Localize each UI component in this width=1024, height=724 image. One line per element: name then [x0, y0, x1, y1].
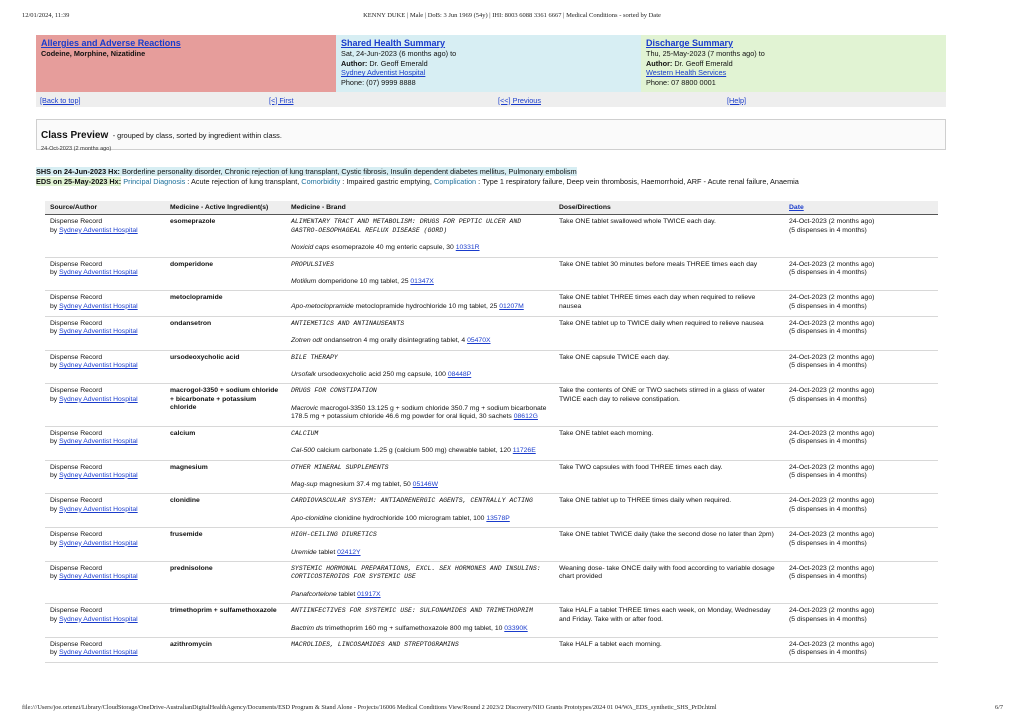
source-cell: Dispense Record by Sydney Adventist Hospital	[45, 316, 165, 350]
source-cell: Dispense Record by Sydney Adventist Hospital	[45, 291, 165, 316]
help-link[interactable]: [Help]	[727, 96, 747, 105]
pbs-code-link[interactable]: 05146W	[412, 480, 438, 488]
source-cell: Dispense Record by Sydney Adventist Hospital	[45, 604, 165, 638]
source-cell: Dispense Record by Sydney Adventist Hospital	[45, 350, 165, 384]
class-preview-subtitle: - grouped by class, sorted by ingredient within class.	[112, 131, 282, 140]
drug-class: HIGH-CEILING DIURETICS	[291, 531, 377, 539]
drug-class: CALCIUM	[291, 429, 319, 437]
product-line: Panafcortelone tablet 01917X	[291, 590, 381, 598]
ingredient-cell: frusemide	[165, 528, 286, 562]
ingredient-cell: esomeprazole	[165, 215, 286, 257]
product-line: Apo-clonidine clonidine hydrochloride 100 microgram tablet, 100 13578P	[291, 514, 510, 522]
table-row	[45, 426, 938, 460]
source-org-link[interactable]: Sydney Adventist Hospital	[59, 302, 138, 310]
dose-cell: Take ONE tablet TWICE daily (take the second dose no later than 2pm)	[554, 528, 784, 562]
print-header	[0, 12, 1024, 24]
complication-label: Complication	[433, 177, 477, 186]
ingredient-cell: metoclopramide	[165, 291, 286, 316]
table-row	[45, 604, 938, 638]
dose-cell: Take ONE capsule TWICE each day.	[554, 350, 784, 384]
product-line: Bactrim ds trimethoprim 160 mg + sulfamethoxazole 800 mg tablet, 10 03390K	[291, 624, 528, 632]
product-line: Mag-sup magnesium 37.4 mg tablet, 50 05146W	[291, 480, 438, 488]
ingredient-cell: ursodeoxycholic acid	[165, 350, 286, 384]
source-org-link[interactable]: Sydney Adventist Hospital	[59, 505, 138, 513]
previous-page-link[interactable]: [<<] Previous	[498, 96, 541, 105]
source-cell: Dispense Record by Sydney Adventist Hospital	[45, 637, 165, 662]
dose-cell: Take ONE tablet each morning.	[554, 426, 784, 460]
source-org-link[interactable]: Sydney Adventist Hospital	[59, 395, 138, 403]
date-cell: 24-Oct-2023 (2 months ago) (5 dispenses in 4 months)	[784, 316, 938, 350]
drug-class: ANTIEMETICS AND ANTINAUSEANTS	[291, 319, 405, 327]
source-org-link[interactable]: Sydney Adventist Hospital	[59, 471, 138, 479]
pbs-code-link[interactable]: 05470X	[467, 337, 491, 345]
col-brand: Medicine - Brand	[286, 201, 554, 215]
dose-cell: Take ONE tablet up to TWICE daily when required to relieve nausea	[554, 316, 784, 350]
col-source: Source/Author	[45, 201, 165, 215]
date-cell: 24-Oct-2023 (2 months ago) (5 dispenses in 4 months)	[784, 561, 938, 603]
drug-class: PROPULSIVES	[291, 260, 334, 268]
drug-class: OTHER MINERAL SUPPLEMENTS	[291, 463, 389, 471]
product-line: Uremide tablet 02412Y	[291, 548, 361, 556]
table-row	[45, 494, 938, 528]
date-cell: 24-Oct-2023 (2 months ago) (5 dispenses in 4 months)	[784, 460, 938, 494]
product-line: Macrovic macrogol-3350 13.125 g + sodium chloride 350.7 mg + sodium bicarbonate 178.5 mg + potassium chloride 46.6 mg powder for oral liquid, 30 sachets 08612G	[291, 404, 547, 421]
summary-bar	[36, 35, 946, 92]
shs-date: Sat, 24-Jun-2023 (6 months ago) to	[341, 49, 457, 58]
date-cell: 24-Oct-2023 (2 months ago) (5 dispenses in 4 months)	[784, 528, 938, 562]
brand-cell	[286, 604, 554, 638]
print-patient-title: KENNY DUKE | Male | DoB: 3 Jun 1969 (54y) | IHI: 8003 6088 3361 6667 | Medical Conditions - sorted by Date	[363, 12, 661, 19]
table-row	[45, 350, 938, 384]
print-file-path: file:///Users/joe.ortenzi/Library/CloudStorage/OneDrive-AustralianDigitalHealthAgency/Documents/ESD Program & Stand Alone - Projects/16006 Medical Conditions View/Round 2 2023/2 Discovery/NIO Grants Prototypes/2024 01 04/WA_EDS_synthetic_SHS_PrDr.html	[22, 704, 717, 711]
eds-author: Author: Dr. Geoff Emerald	[646, 58, 733, 68]
date-cell: 24-Oct-2023 (2 months ago) (5 dispenses in 4 months)	[784, 384, 938, 426]
dose-cell: Take ONE tablet 30 minutes before meals THREE times each day	[554, 257, 784, 291]
date-cell: 24-Oct-2023 (2 months ago) (5 dispenses in 4 months)	[784, 604, 938, 638]
table-row	[45, 384, 938, 426]
shs-history-text: Borderline personality disorder, Chronic rejection of lung transplant, Cystic fibrosis, Insulin dependent diabetes mellitus, Pulmonary embolism	[121, 167, 577, 176]
complication-text: : Type 1 respiratory failure, Deep vein thrombosis, Haemorrhoid, ARF - Acute renal failure, Anaemia	[478, 177, 799, 186]
brand-cell	[286, 528, 554, 562]
source-org-link[interactable]: Sydney Adventist Hospital	[59, 615, 138, 623]
product-line: Zotren odt ondansetron 4 mg orally disintegrating tablet, 4 05470X	[291, 337, 491, 345]
product-line: Apo-metoclopramide metoclopramide hydrochloride 10 mg tablet, 25 01207M	[291, 303, 524, 311]
source-org-link[interactable]: Sydney Adventist Hospital	[59, 226, 138, 234]
pbs-code-link[interactable]: 13578P	[486, 514, 510, 522]
product-line: Motilium domperidone 10 mg tablet, 25 01347X	[291, 278, 434, 286]
shs-author: Author: Dr. Geoff Emerald	[341, 58, 428, 68]
col-dose: Dose/Directions	[554, 201, 784, 215]
principal-diagnosis-label: Principal Diagnosis	[123, 177, 186, 186]
class-preview-date: 24-Oct-2023 (2 months ago)	[41, 146, 112, 152]
allergies-panel	[36, 35, 336, 92]
shs-phone: Phone: (07) 9999 8888	[341, 77, 416, 87]
date-cell: 24-Oct-2023 (2 months ago) (5 dispenses in 4 months)	[784, 637, 938, 662]
product-line: Noxicid caps esomeprazole 40 mg enteric capsule, 30 10331R	[291, 244, 480, 252]
pbs-code-link[interactable]: 02412Y	[337, 548, 361, 556]
source-cell: Dispense Record by Sydney Adventist Hospital	[45, 257, 165, 291]
brand-cell	[286, 637, 554, 662]
dose-cell: Take ONE tablet up to THREE times daily when required.	[554, 494, 784, 528]
source-org-link[interactable]: Sydney Adventist Hospital	[59, 649, 138, 657]
source-org-link[interactable]: Sydney Adventist Hospital	[59, 573, 138, 581]
source-org-link[interactable]: Sydney Adventist Hospital	[59, 362, 138, 370]
eds-history-label: EDS on 25-May-2023 Hx:	[36, 177, 122, 186]
brand-cell	[286, 350, 554, 384]
pbs-code-link[interactable]: 01207M	[499, 303, 524, 311]
ingredient-cell: azithromycin	[165, 637, 286, 662]
drug-class: ALIMENTARY TRACT AND METABOLISM: DRUGS FOR PEPTIC ULCER AND GASTRO-OESOPHAGEAL REFLUX DISEASE (GORD)	[291, 218, 522, 234]
eds-history-line	[36, 177, 946, 186]
brand-cell	[286, 561, 554, 603]
pbs-code-link[interactable]: 11726E	[512, 447, 536, 455]
brand-cell	[286, 494, 554, 528]
class-preview-header	[36, 119, 946, 150]
allergies-link[interactable]: Allergies and Adverse Reactions	[41, 38, 181, 48]
source-cell: Dispense Record by Sydney Adventist Hospital	[45, 215, 165, 257]
comorbidity-label: Comorbidity	[301, 177, 341, 186]
drug-class: CARDIOVASCULAR SYSTEM: ANTIADRENERGIC AGENTS, CENTRALLY ACTING	[291, 497, 533, 505]
source-cell: Dispense Record by Sydney Adventist Hospital	[45, 528, 165, 562]
ingredient-cell: ondansetron	[165, 316, 286, 350]
dose-cell: Take HALF a tablet each morning.	[554, 637, 784, 662]
brand-cell	[286, 426, 554, 460]
ingredient-cell: calcium	[165, 426, 286, 460]
shs-org-link[interactable]: Sydney Adventist Hospital	[341, 68, 426, 78]
ingredient-cell: domperidone	[165, 257, 286, 291]
product-line: Ursofalk ursodeoxycholic acid 250 mg capsule, 100 08448P	[291, 371, 472, 379]
shared-health-summary-panel	[336, 35, 641, 92]
dose-cell: Weaning dose- take ONCE daily with food according to variable dosage chart provided	[554, 561, 784, 603]
date-cell: 24-Oct-2023 (2 months ago) (5 dispenses in 4 months)	[784, 257, 938, 291]
col-date-sort[interactable]: Date	[784, 201, 938, 215]
pager-nav	[36, 92, 946, 107]
table-row	[45, 528, 938, 562]
drug-class: BILE THERAPY	[291, 353, 338, 361]
ingredient-cell: prednisolone	[165, 561, 286, 603]
drug-class: ANTIINFECTIVES FOR SYSTEMIC USE: SULFONAMIDES AND TRIMETHOPRIM	[291, 607, 533, 615]
medicines-table	[45, 201, 938, 663]
drug-class: DRUGS FOR CONSTIPATION	[291, 387, 377, 395]
date-cell: 24-Oct-2023 (2 months ago) (5 dispenses in 4 months)	[784, 350, 938, 384]
pbs-code-link[interactable]: 08448P	[447, 371, 472, 379]
source-cell: Dispense Record by Sydney Adventist Hospital	[45, 384, 165, 426]
table-row	[45, 316, 938, 350]
source-org-link[interactable]: Sydney Adventist Hospital	[59, 269, 138, 277]
shs-history-line	[36, 167, 946, 176]
pbs-code-link[interactable]: 01347X	[410, 278, 434, 286]
table-header-row	[45, 201, 938, 215]
source-cell: Dispense Record by Sydney Adventist Hospital	[45, 494, 165, 528]
eds-org-link[interactable]: Western Health Services	[646, 68, 727, 78]
principal-diagnosis-text: : Acute rejection of lung transplant,	[187, 177, 300, 186]
source-org-link[interactable]: Sydney Adventist Hospital	[59, 438, 138, 446]
brand-cell	[286, 316, 554, 350]
print-page-number: 6/7	[995, 704, 1004, 711]
table-row	[45, 257, 938, 291]
source-cell: Dispense Record by Sydney Adventist Hospital	[45, 426, 165, 460]
pbs-code-link[interactable]: 01917X	[357, 590, 381, 598]
table-body	[45, 215, 938, 662]
source-org-link[interactable]: Sydney Adventist Hospital	[59, 328, 138, 336]
product-line: Cal-500 calcium carbonate 1.25 g (calcium 500 mg) chewable tablet, 120 11726E	[291, 447, 536, 455]
table-row	[45, 460, 938, 494]
date-cell: 24-Oct-2023 (2 months ago) (5 dispenses in 4 months)	[784, 291, 938, 316]
eds-phone: Phone: 07 8800 0001	[646, 77, 716, 87]
discharge-summary-link[interactable]: Discharge Summary	[646, 38, 734, 48]
dose-cell: Take ONE tablet swallowed whole TWICE each day.	[554, 215, 784, 257]
dose-cell: Take the contents of ONE or TWO sachets stirred in a glass of water TWICE each day to relieve constipation.	[554, 384, 784, 426]
shs-history-label: SHS on 24-Jun-2023 Hx:	[36, 167, 120, 176]
eds-date: Thu, 25-May-2023 (7 months ago) to	[646, 49, 765, 58]
table-row	[45, 291, 938, 316]
brand-cell	[286, 215, 554, 257]
pbs-code-link[interactable]: 03390K	[504, 624, 528, 632]
ingredient-cell: magnesium	[165, 460, 286, 494]
shared-health-summary-link[interactable]: Shared Health Summary	[341, 38, 446, 48]
table-row	[45, 561, 938, 603]
pbs-code-link[interactable]: 08612G	[513, 413, 538, 421]
table-row	[45, 637, 938, 662]
ingredient-cell: macrogol-3350 + sodium chloride + bicarbonate + potassium chloride	[165, 384, 286, 426]
drug-class: SYSTEMIC HORMONAL PREPARATIONS, EXCL. SEX HORMONES AND INSULINS: CORTICOSTEROIDS FOR SYSTEMIC USE	[291, 564, 541, 581]
discharge-summary-panel	[641, 35, 946, 92]
table-row	[45, 215, 938, 257]
date-cell: 24-Oct-2023 (2 months ago) (5 dispenses in 4 months)	[784, 494, 938, 528]
brand-cell	[286, 257, 554, 291]
ingredient-cell: clonidine	[165, 494, 286, 528]
date-cell: 24-Oct-2023 (2 months ago) (5 dispenses in 4 months)	[784, 215, 938, 257]
pbs-code-link[interactable]: 10331R	[455, 244, 480, 252]
dose-cell: Take TWO capsules with food THREE times each day.	[554, 460, 784, 494]
col-ingredient: Medicine - Active Ingredient(s)	[165, 201, 286, 215]
print-timestamp: 12/01/2024, 11:39	[22, 12, 70, 19]
brand-cell	[286, 460, 554, 494]
comorbidity-text: : Impaired gastric emptying,	[342, 177, 432, 186]
allergies-list: Codeine, Morphine, Nizatidine	[41, 49, 146, 58]
drug-class: MACROLIDES, LINCOSAMIDES AND STREPTOGRAMINS	[291, 640, 459, 648]
source-cell: Dispense Record by Sydney Adventist Hospital	[45, 460, 165, 494]
first-page-link[interactable]: [<] First	[269, 96, 294, 105]
dose-cell: Take HALF a tablet THREE times each week, on Monday, Wednesday and Friday. Take with or after food.	[554, 604, 784, 638]
dose-cell: Take ONE tablet THREE times each day when required to relieve nausea	[554, 291, 784, 316]
brand-cell	[286, 384, 554, 426]
date-cell: 24-Oct-2023 (2 months ago) (5 dispenses in 4 months)	[784, 426, 938, 460]
back-to-top-link[interactable]: [Back to top]	[40, 96, 81, 105]
ingredient-cell: trimethoprim + sulfamethoxazole	[165, 604, 286, 638]
source-cell: Dispense Record by Sydney Adventist Hospital	[45, 561, 165, 603]
class-preview-title: Class Preview	[41, 130, 109, 141]
brand-cell	[286, 291, 554, 316]
source-org-link[interactable]: Sydney Adventist Hospital	[59, 539, 138, 547]
